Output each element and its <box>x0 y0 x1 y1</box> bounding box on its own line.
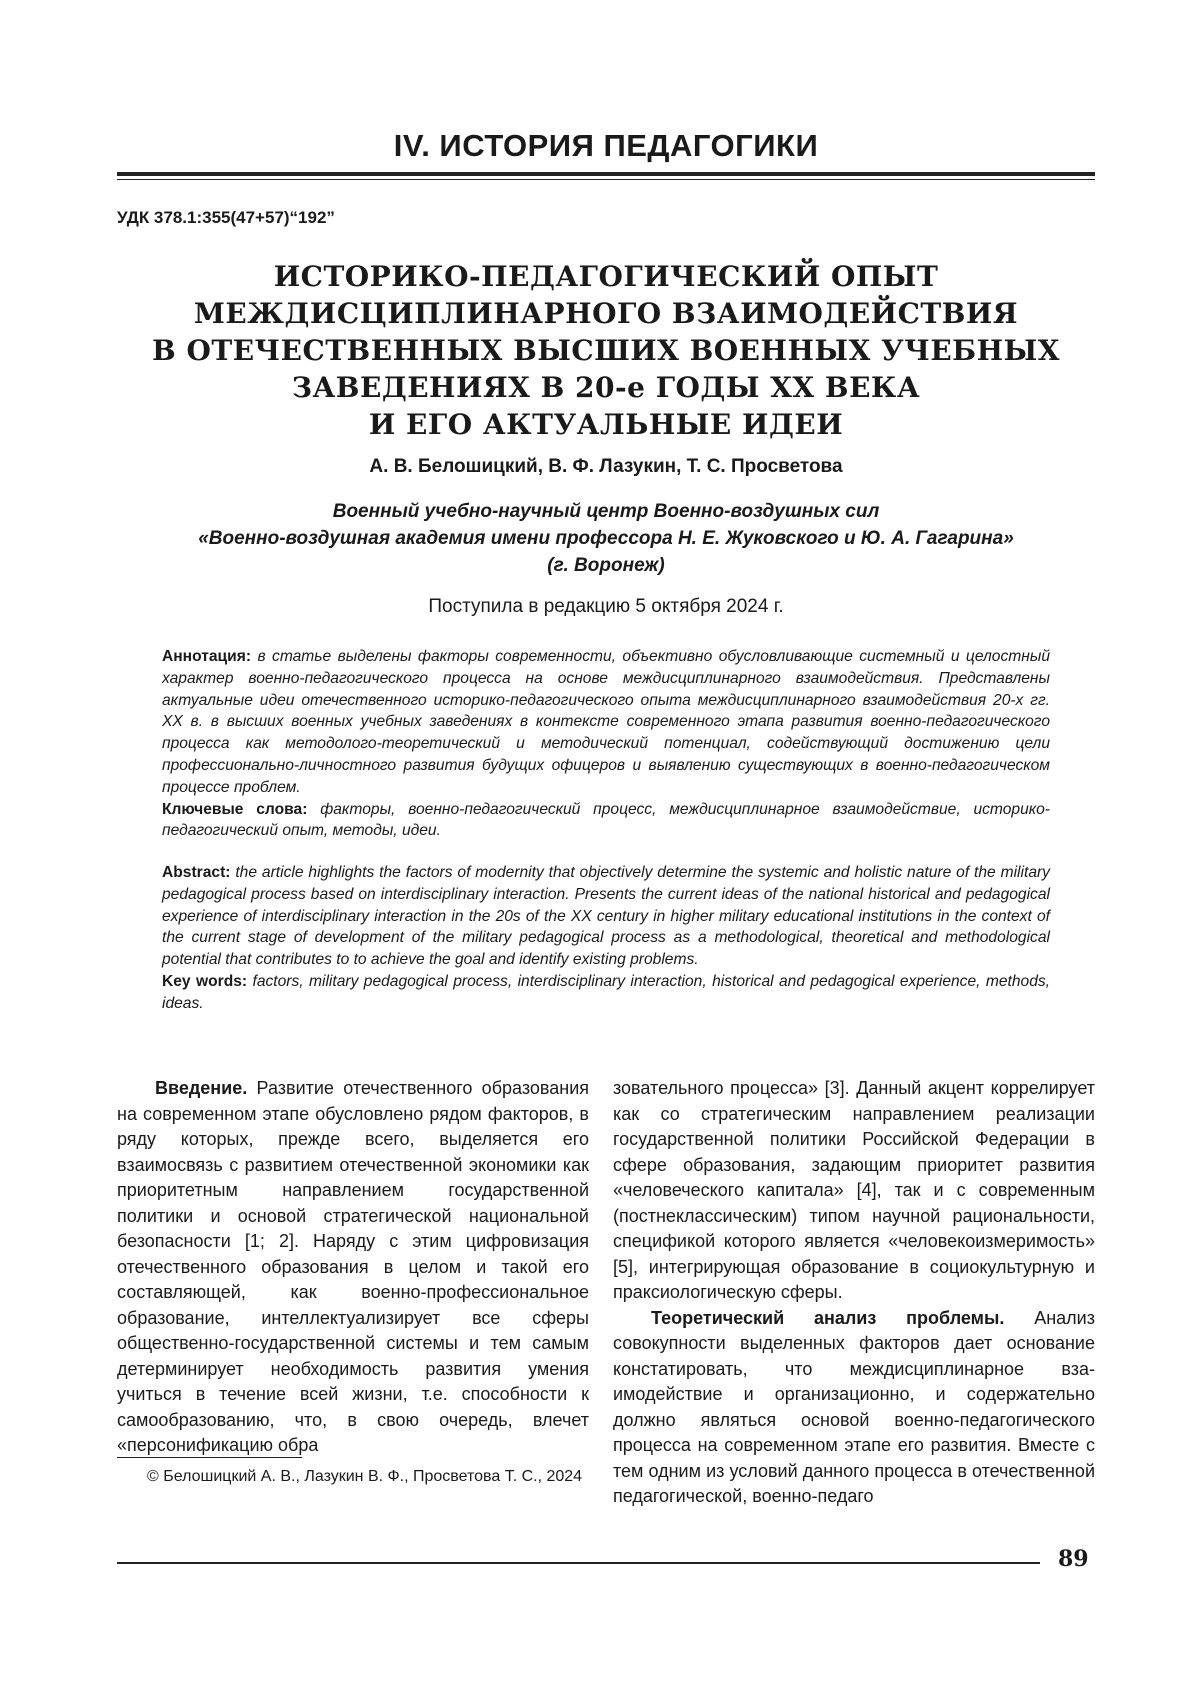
authors: А. В. Белошицкий, В. Ф. Лазукин, Т. С. Просветова <box>117 456 1095 478</box>
abstract-label: Abstract: <box>162 864 230 881</box>
theory-paragraph <box>613 1306 1095 1510</box>
abstract-en <box>162 862 1050 1015</box>
affiliation-line: Военный учебно-научный центр Военно-воздушных сил <box>117 498 1095 525</box>
theory-text: Анализ совокупности выделенных факторов дает основа­ние констатировать, что междисциплинарное вза­имодействие и организационно, и содержательно должно являться основой военно-педагогическо­го процесса на современном этапе его развития. Вместе с тем одним из условий данного процесса в отечественной педагогической, военно-педаго­ <box>613 1308 1095 1507</box>
abstract-text: the article highlights the factors of modernity that objectively determine the systemic and holistic nature of the military pedagogical process based on interdisciplinary interaction. Presents the current ideas of the national historical and pedagogical experience of interdisciplinary interaction in the 20s of the XX century in higher military educational institutions in the context of the current stage of development of the military peda­gogical process as a methodological, theoretical and methodological potential that contributes to to achieve the goal and identify existing problems. <box>162 864 1050 968</box>
journal-page <box>0 0 1200 1697</box>
key-words-label: Key words: <box>162 973 247 990</box>
affiliation <box>117 498 1095 579</box>
theory-heading: Теоретический анализ проблемы. <box>651 1308 1004 1328</box>
keywords-text: факторы, военно-педагогический процесс, междисциплинарное взаимодействие, историко-педагогический опыт, методы, идеи. <box>162 801 1050 840</box>
annotation-label: Аннотация: <box>162 648 251 665</box>
page-number: 89 <box>1058 1546 1089 1572</box>
footnote-rule <box>117 1457 302 1458</box>
body-column-left <box>117 1076 589 1459</box>
article-title <box>117 258 1095 443</box>
received-date: Поступила в редакцию 5 октября 2024 г. <box>117 596 1095 618</box>
title-line: ИСТОРИКО-ПЕДАГОГИЧЕСКИЙ ОПЫТ <box>117 258 1095 295</box>
intro-paragraph <box>117 1076 589 1459</box>
keywords-label: Ключевые слова: <box>162 801 307 818</box>
affiliation-line: (г. Воронеж) <box>117 552 1095 579</box>
section-header: IV. ИСТОРИЯ ПЕДАГОГИКИ <box>117 128 1095 164</box>
header-rule-thin <box>117 179 1095 180</box>
copyright-footnote: © Белошицкий А. В., Лазукин В. Ф., Просвето­ва Т. С., 2024 <box>117 1466 589 1488</box>
body-column-right <box>613 1076 1095 1510</box>
header-rule-thick <box>117 172 1095 176</box>
continued-paragraph: зовательного процесса» [3]. Данный акцент кор­релирует как со стратегическим направлением реализации государственной политики Россий­ской Федерации в сфере образования, задающим приоритет развития «человеческого капитала» [4], так и с современным (постнеклассическим) типом научной рациональности, спецификой которого является «человекоизмеримость» [5], интегриру­ющая образование в социокультурную и праксио­логическую сферы. <box>613 1076 1095 1306</box>
title-line: ЗАВЕДЕНИЯХ В 20-е ГОДЫ XX ВЕКА <box>117 369 1095 406</box>
title-line: МЕЖДИСЦИПЛИНАРНОГО ВЗАИМОДЕЙСТВИЯ <box>117 295 1095 332</box>
intro-text: Развитие отечественного образо­вания на современном этапе обусловлено рядом факторов, в ряду которых, прежде всего, выде­ляется его взаимосвязь с развитием отечествен­ной экономики как приоритетным направлением государственной политики и основой стратегиче­ской национальной безопасности [1; 2]. Наряду с этим цифровизация отечественного образования в целом и такой его составляющей, как военно-профессиональное образование, интеллектуали­зирует все сферы общественно-государственной системы и тем самым детерминирует необходи­мость развития умения учиться в течение всей жизни, т.е. способности к самообразованию, что, в свою очередь, влечет «персонификацию обра­ <box>117 1078 589 1455</box>
title-line: В ОТЕЧЕСТВЕННЫХ ВЫСШИХ ВОЕННЫХ УЧЕБНЫХ <box>117 332 1095 369</box>
annotation-text: в статье выделены факторы современности, объективно обусловливающие систем­ный и целостный характер военно-педагогического процесса на основе междисциплинарного взаимо­действия. Представлены актуальные идеи отечественного историко-педагогического опыта меж­дисциплинарного взаимодействия 20-х гг. XX в. в высших военных учебных заведениях в контексте современного этапа развития военно-педагогического процесса как методолого-теоретический и методический потенциал, содействующий достижению цели профессионально-личностного разви­тия будущих офицеров и выявлению существующих в военно-педагогическом процессе проблем. <box>162 648 1050 796</box>
title-line: И ЕГО АКТУАЛЬНЫЕ ИДЕИ <box>117 406 1095 443</box>
affiliation-line: «Военно-воздушная академия имени профессора Н. Е. Жуковского и Ю. А. Гагарина» <box>117 525 1095 552</box>
udk-code: УДК 378.1:355(47+57)“192” <box>117 208 335 228</box>
footer-rule <box>117 1562 1040 1564</box>
annotation-ru <box>162 646 1050 842</box>
key-words-text: factors, military pedagogical process, interdisciplinary interaction, historical and pedagogical ex­perience, methods, ideas. <box>162 973 1050 1012</box>
intro-heading: Введение. <box>155 1078 247 1098</box>
